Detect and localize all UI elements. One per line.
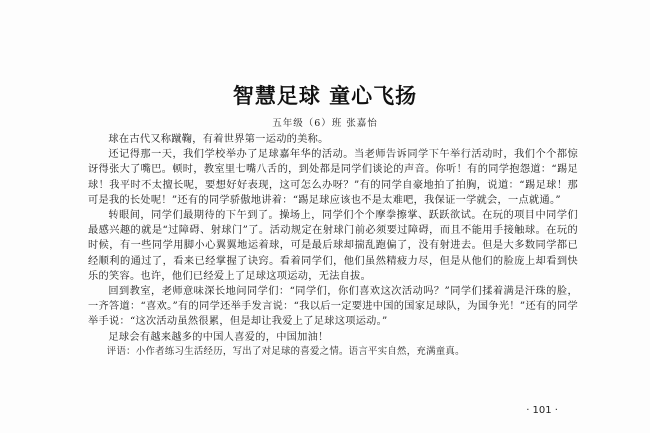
paragraph: 球在古代又称蹴鞠，有着世界第一运动的美称。 bbox=[108, 134, 329, 145]
page-number: · 101 · bbox=[526, 405, 558, 416]
author-byline: 五年级（6）班 张嘉怡 bbox=[272, 118, 378, 129]
teacher-comment: 评语：小作者练习生活经历，写出了对足球的喜爱之情。语言平实自然，充满童真。 bbox=[106, 345, 465, 357]
paragraph: 回到教室，老师意味深长地问同学们：“同学们，你们喜欢这次活动吗？”同学们揉着满是汗珠的脸，一齐答道：“喜欢。”有的同学还举手发言说：“我以后一定要进中国的国家足球队，为国争光！”还有的同学举手说：“这次活动虽然很累，但是却让我爱上了足球这项运动。” bbox=[88, 286, 578, 328]
paragraph: 转眼间，同学们最期待的下午到了。操场上，同学们个个摩拳擦掌、跃跃欲试。在玩的项目中同学们最感兴趣的就是“过障碍、射球门”了。活动规定在射球门前必须要过障碍，而且不能用手接触球。在玩的时候，有一些同学用脚小心翼翼地运着球，可是最后球却揣乱跑偏了，没有射进去。但是大多数同学都已经顺利的通过了，看来已经掌握了诀窍。看着同学们，他们虽然精疲力尽，但是从他们的脸庞上却看到快乐的笑容。也许，他们已经爱上了足球这项运动，无法自拔。 bbox=[88, 210, 578, 282]
article-body bbox=[88, 132, 578, 359]
article-title: 智慧足球 童心飞扬 bbox=[232, 84, 418, 108]
paragraph: 还记得那一天，我们学校举办了足球嘉年华的活动。当老师告诉同学下午举行活动时，我们个个都惊讶得张大了嘴巴。顿时，教室里七嘴八舌的，到处都是同学们谈论的声音。你听！有的同学抱怨道：“踢足球！我平时不太擅长呢，要想好好表现，这可怎么办呀？”有的同学自豪地拍了拍胸，说道：“踢足球！那可是我的长处呢！”还有的同学骄傲地讲着：“踢足球应该也不是太难吧，我保证一学就会，一点就通。” bbox=[88, 149, 578, 206]
paragraph: 足球会有越来越多的中国人喜爱的，中国加油！ bbox=[108, 331, 329, 343]
